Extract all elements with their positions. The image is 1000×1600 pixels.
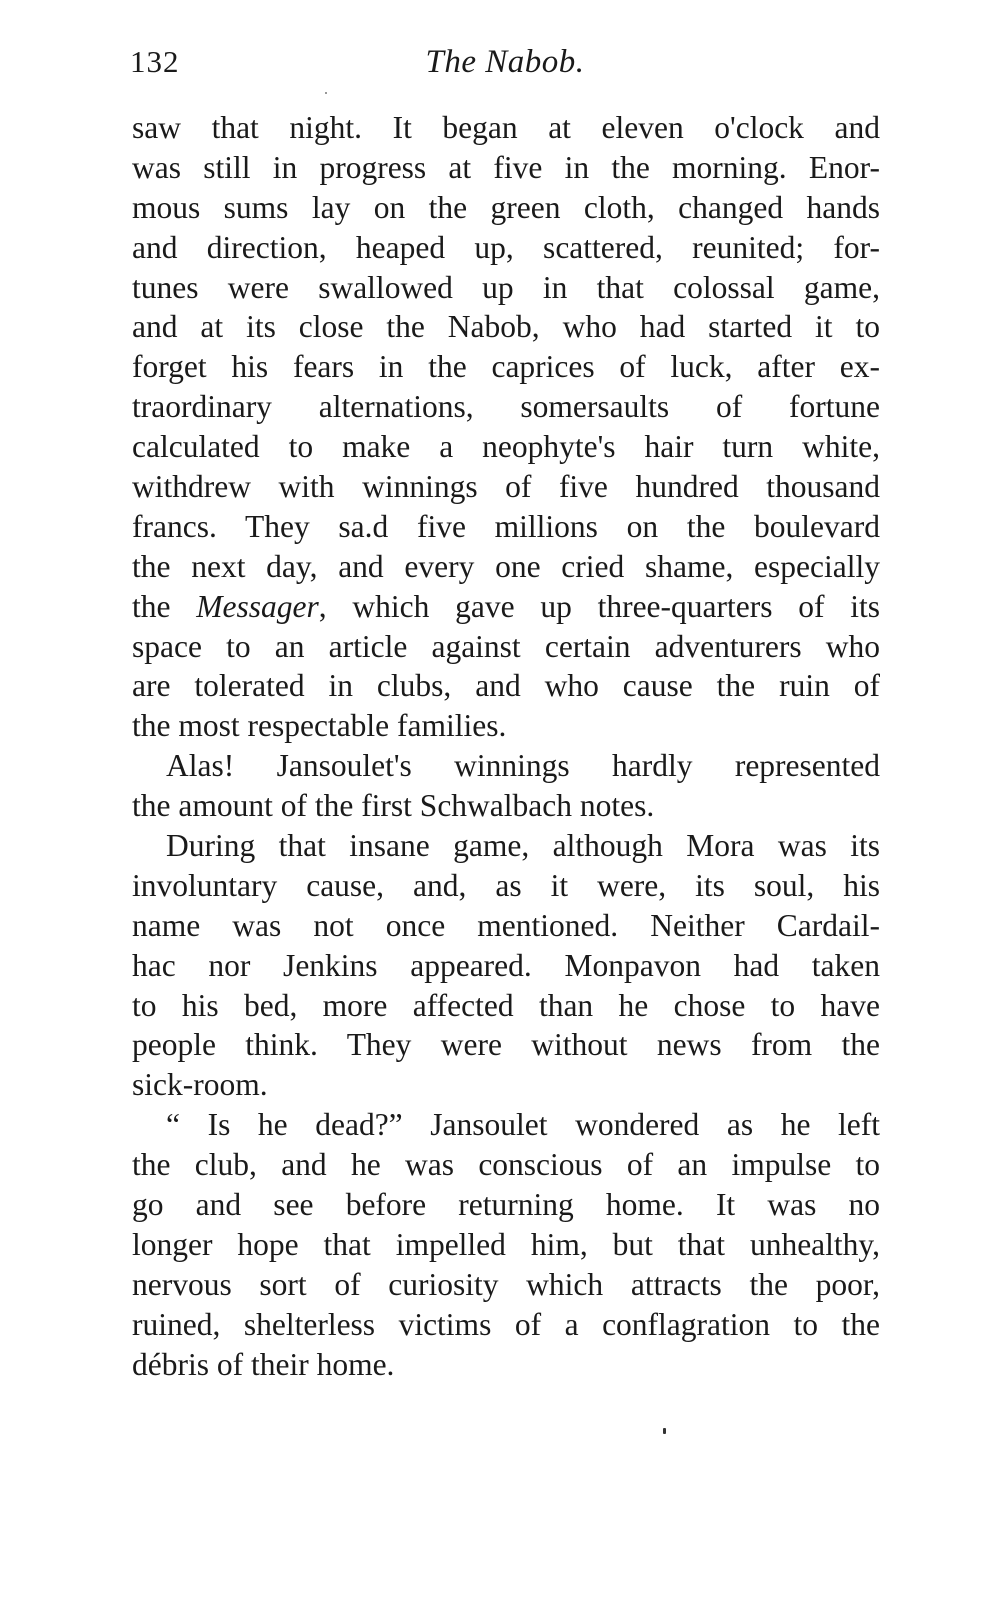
paragraph [132,826,880,1105]
text-line: people think. They were without news from the [132,1027,880,1063]
text-line: mous sums lay on the green cloth, changed hands [132,189,880,225]
text-line: space to an article against certain adventurers who [132,628,880,664]
paragraph [132,1105,880,1384]
running-head [130,44,880,94]
body-text [132,108,880,1385]
text-line: ruined, shelterless victims of a conflagration to the [132,1306,880,1342]
print-speck [325,92,327,94]
text-line: forget his fears in the caprices of luck, after ex- [132,349,880,385]
paragraph [132,108,880,746]
text-line: During that insane game, although Mora was its [166,828,880,864]
paragraph [132,746,880,826]
text-line: the next day, and every one cried shame, especially [132,548,880,584]
text-line: hac nor Jenkins appeared. Monpavon had taken [132,947,880,983]
text-line: go and see before returning home. It was no [132,1187,880,1223]
text-line: longer hope that impelled him, but that unhealthy, [132,1226,880,1262]
text-line: and at its close the Nabob, who had started it to [132,309,880,345]
text-line: saw that night. It began at eleven o'clock and [132,110,880,145]
text-line: are tolerated in clubs, and who cause the ruin of [132,668,880,704]
page-number: 132 [130,44,180,79]
text-line: and direction, heaped up, scattered, reunited; for- [132,229,880,265]
text-line: involuntary cause, and, as it were, its soul, his [132,867,880,903]
text-line: the club, and he was conscious of an impulse to [132,1147,880,1183]
text-line: tunes were swallowed up in that colossal game, [132,269,880,305]
text-line: withdrew with winnings of five hundred thousand [132,469,880,505]
text-line: francs. They sa.d five millions on the boulevard [132,508,880,544]
print-speck [663,1428,666,1434]
text-line: sick-room. [132,1067,268,1103]
text-line: the most respectable families. [132,708,507,744]
text-line: Alas! Jansoulet's winnings hardly represented [166,748,880,784]
text-line: traordinary alternations, somersaults of fortune [132,389,880,425]
text-line: “ Is he dead?” Jansoulet wondered as he left [166,1107,880,1143]
text-line: the amount of the first Schwalbach notes. [132,788,655,824]
text-line: to his bed, more affected than he chose to have [132,987,880,1023]
text-line: name was not once mentioned. Neither Cardail- [132,907,880,943]
text-line: was still in progress at five in the morning. Enor- [132,149,880,185]
text-line: the Messager, which gave up three-quarters of its [132,588,881,624]
running-title: The Nabob. [425,44,585,80]
periodical-title: Messager [196,588,319,624]
text-line: calculated to make a neophyte's hair turn white, [132,429,880,465]
text-line: débris of their home. [132,1346,395,1382]
text-line: nervous sort of curiosity which attracts the poor, [132,1266,880,1302]
